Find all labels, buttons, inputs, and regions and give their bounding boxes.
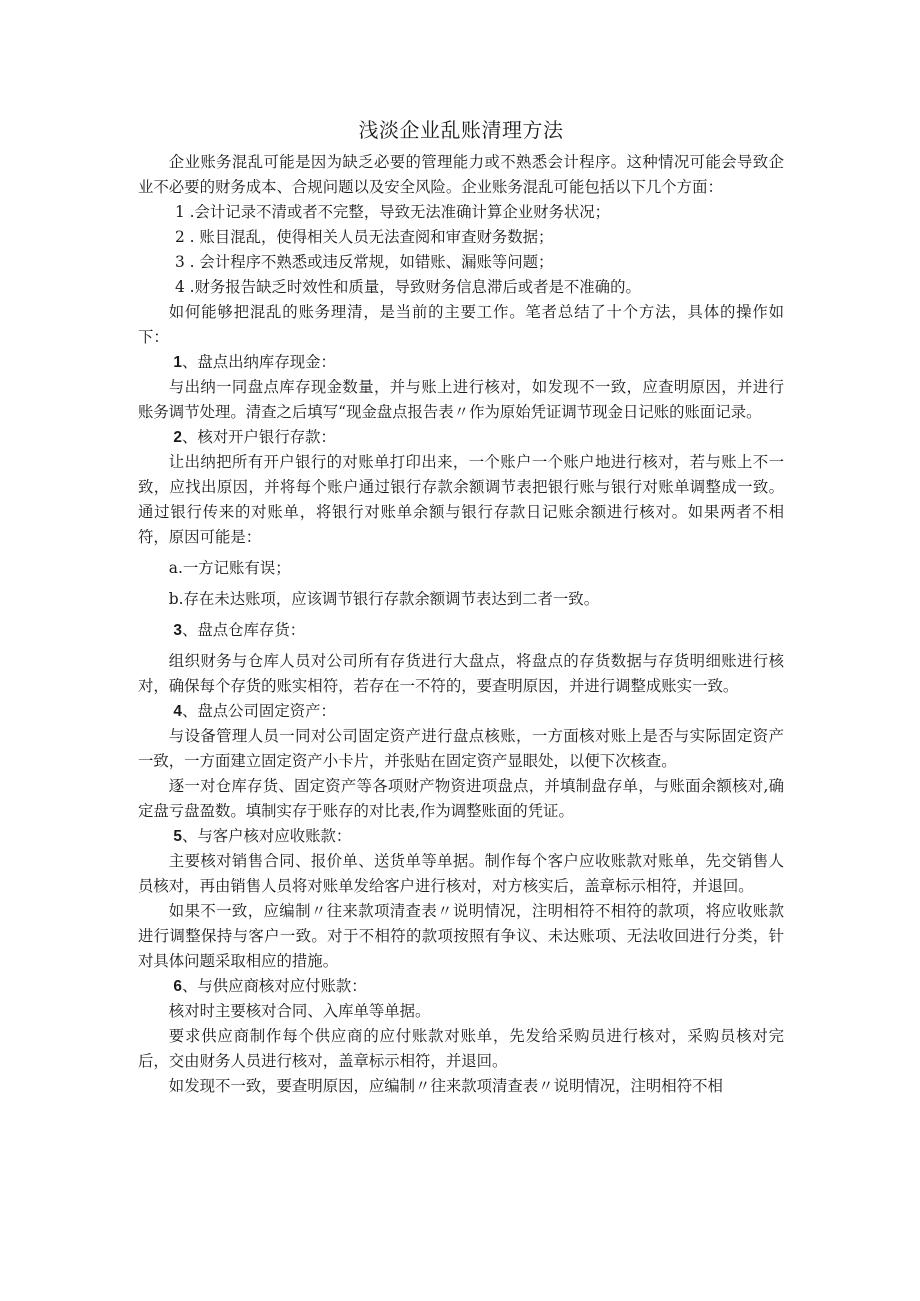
section-6-paragraph-2: 要求供应商制作每个供应商的应付账款对账单，先发给采购员进行核对，采购员核对完后，交由财务人员进行核对，盖章标示相符，并退回。 bbox=[138, 1027, 784, 1070]
section-5-heading bbox=[138, 824, 784, 849]
section-4-title: 、盘点公司固定资产： bbox=[181, 702, 336, 720]
intro-paragraph: 企业账务混乱可能是因为缺乏必要的管理能力或不熟悉会计程序。这种情况可能会导致企业不必要的财务成本、合规问题以及安全风险。企业账务混乱可能包括以下几个方面： bbox=[138, 153, 784, 196]
section-6-paragraph-3: 如发现不一致，要查明原因，应编制〃往来款项清查表〃说明情况，注明相符不相 bbox=[168, 1077, 723, 1095]
section-1-title: 、盘点出纳库存现金： bbox=[181, 353, 336, 371]
cause-item-3: 3 . 会计程序不熟悉或违反常规，如错账、漏账等问题； bbox=[174, 253, 554, 271]
section-4-paragraph-1: 与设备管理人员一同对公司固定资产进行盘点核账，一方面核对账上是否与实际固定资产一致，一方面建立固定资产小卡片，并张贴在固定资产显眼处，以便下次核查。 bbox=[138, 727, 784, 770]
section-2-item-b: b.存在未达账项，应该调节银行存款余额调节表达到二者一致。 bbox=[168, 590, 600, 608]
section-4-paragraph-2: 逐一对仓库存货、固定资产等各项财产物资进项盘点，并填制盘存单，与账面余额核对,确定盘亏盘盈数。填制实存于账存的对比表,作为调整账面的凭证。 bbox=[138, 777, 784, 820]
section-6-title: 、与供应商核对应付账款： bbox=[181, 977, 367, 995]
section-6-heading bbox=[138, 974, 784, 999]
document-title: 浅淡企业乱账清理方法 bbox=[358, 118, 564, 142]
section-5-paragraph-2: 如果不一致，应编制〃往来款项清查表〃说明情况，注明相符不相符的款项，将应收账款进行调整保持与客户一致。对于不相符的款项按照有争议、未达账项、无法收回进行分类，针对具体问题采取相应的措施。 bbox=[138, 902, 784, 970]
section-2-item-a: a.一方记账有误； bbox=[168, 559, 291, 577]
section-2-heading bbox=[138, 425, 784, 450]
section-1-paragraph: 与出纳一同盘点库存现金数量，并与账上进行核对，如发现不一致，应查明原因，并进行账务调节处理。清查之后填写“现金盘点报告表〃作为原始凭证调节现金日记账的账面记录。 bbox=[138, 378, 784, 421]
section-3-title: 、盘点仓库存货： bbox=[181, 621, 306, 639]
section-2-paragraph: 让出纳把所有开户银行的对账单打印出来，一个账户一个账户地进行核对，若与账上不一致，应找出原因，并将每个账户通过银行存款余额调节表把银行账与银行对账单调整成一致。通过银行传来的对账单，将银行对账单余额与银行存款日记账余额进行核对。如果两者不相符，原因可能是： bbox=[138, 453, 784, 546]
section-1-number: 1 bbox=[173, 354, 182, 371]
cause-item-4: 4 .财务报告缺乏时效性和质量，导致财务信息滞后或者是不准确的。 bbox=[174, 278, 641, 296]
section-3-paragraph: 组织财务与仓库人员对公司所有存货进行大盘点，将盘点的存货数据与存货明细账进行核对，确保每个存货的账实相符，若存在一不符的，要查明原因，并进行调整成账实一致。 bbox=[138, 652, 784, 695]
section-5-paragraph-1: 主要核对销售合同、报价单、送货单等单据。制作每个客户应收账款对账单，先交销售人员核对，再由销售人员将对账单发给客户进行核对，对方核实后，盖章标示相符，并退回。 bbox=[138, 852, 784, 895]
section-2-number: 2 bbox=[173, 429, 182, 446]
section-4-heading bbox=[138, 699, 784, 724]
section-5-number: 5 bbox=[173, 828, 182, 845]
document-page bbox=[138, 110, 784, 1099]
section-2-title: 、核对开户银行存款： bbox=[181, 428, 336, 446]
lead-paragraph: 如何能够把混乱的账务理清，是当前的主要工作。笔者总结了十个方法，具体的操作如下： bbox=[138, 303, 784, 346]
cause-item-2: 2 . 账目混乱，使得相关人员无法查阅和审查财务数据； bbox=[174, 228, 554, 246]
section-1-heading bbox=[138, 350, 784, 375]
cause-item-1: 1 .会计记录不清或者不完整，导致无法准确计算企业财务状况； bbox=[174, 203, 611, 221]
section-5-title: 、与客户核对应收账款： bbox=[181, 827, 352, 845]
section-6-number: 6 bbox=[173, 978, 182, 995]
section-4-number: 4 bbox=[173, 703, 182, 720]
section-6-paragraph-1: 核对时主要核对合同、入库单等单据。 bbox=[168, 1002, 431, 1020]
section-3-number: 3 bbox=[173, 622, 182, 639]
section-3-heading bbox=[138, 618, 784, 643]
